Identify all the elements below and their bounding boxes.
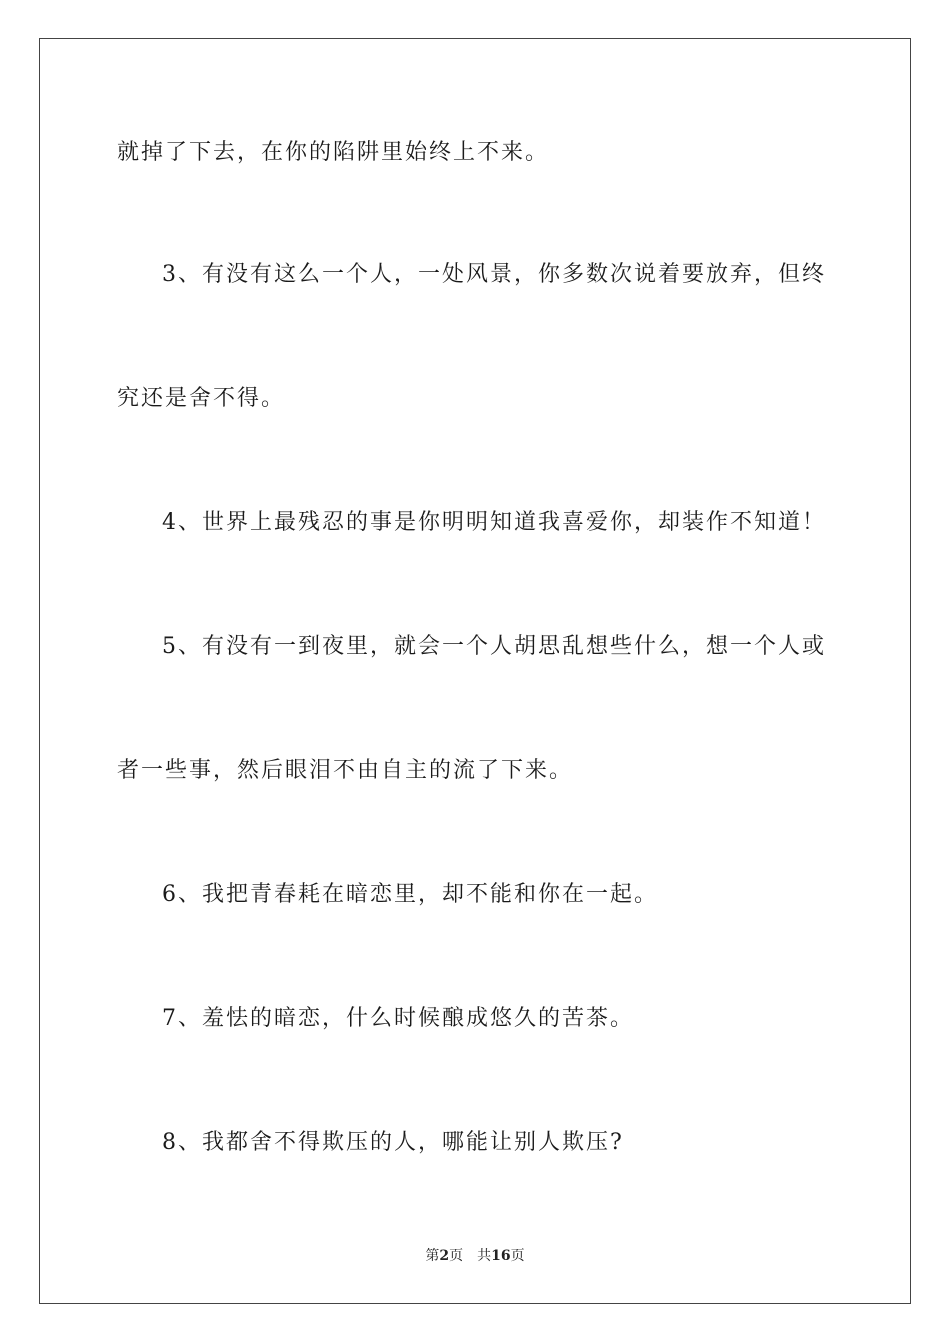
list-item-8: 8、我都舍不得欺压的人，哪能让别人欺压? — [162, 1130, 624, 1155]
page-border — [39, 38, 911, 1304]
total-suffix: 页 — [510, 1248, 525, 1264]
page-suffix: 页 — [449, 1248, 464, 1264]
total-prefix: 共 — [477, 1248, 492, 1264]
list-item-3: 3、有没有这么一个人，一处风景，你多数次说着要放弃，但终 — [162, 262, 826, 287]
list-item-4: 4、世界上最残忍的事是你明明知道我喜爱你，却装作不知道！ — [162, 510, 826, 535]
list-item-7: 7、羞怯的暗恋，什么时候酿成悠久的苦茶。 — [162, 1006, 634, 1031]
list-item-6: 6、我把青春耗在暗恋里，却不能和你在一起。 — [162, 882, 658, 907]
page-current: 2 — [439, 1248, 450, 1264]
list-item-3-continuation: 究还是舍不得。 — [117, 386, 286, 411]
page-prefix: 第 — [425, 1248, 440, 1264]
page-footer — [0, 1246, 950, 1266]
page-total: 16 — [491, 1248, 511, 1264]
list-item-5-continuation: 者一些事，然后眼泪不由自主的流了下来。 — [117, 758, 574, 783]
text-line-continuation: 就掉了下去，在你的陷阱里始终上不来。 — [117, 140, 550, 165]
list-item-5: 5、有没有一到夜里，就会一个人胡思乱想些什么，想一个人或 — [162, 634, 826, 659]
